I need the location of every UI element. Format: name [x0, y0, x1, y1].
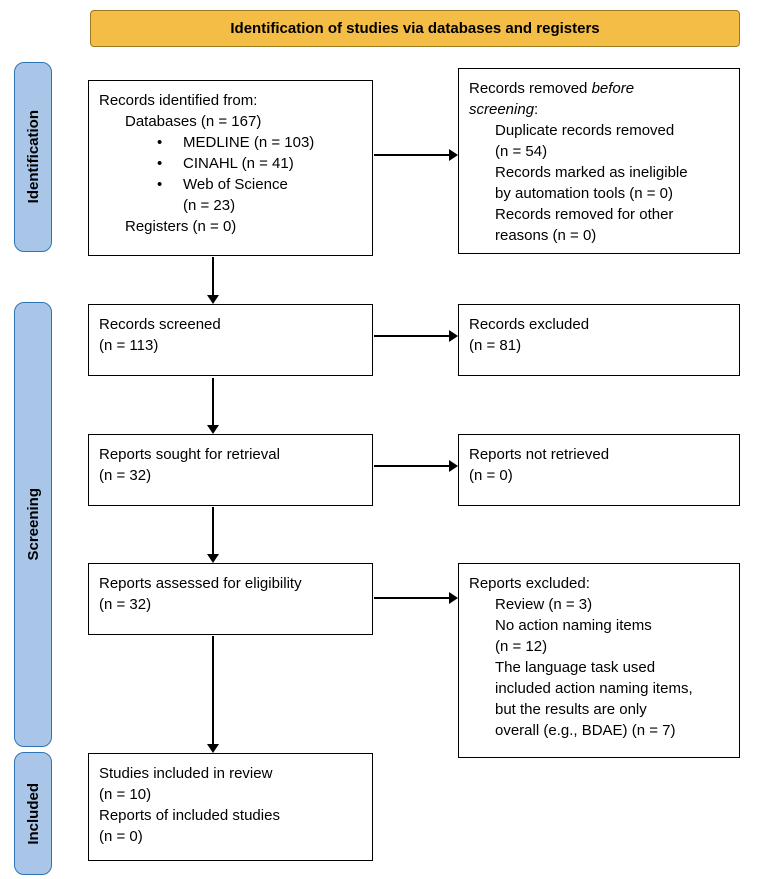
- text-line: [469, 99, 729, 120]
- stage-label-screening: [14, 302, 52, 747]
- text-line: (n = 12): [495, 638, 548, 655]
- text-line: but the results are only: [495, 701, 647, 718]
- box-records-removed: [458, 68, 740, 254]
- bullet-line: • Web of Science: [99, 174, 362, 195]
- text-line: (n = 81): [469, 337, 522, 354]
- box-studies-included: [88, 753, 373, 861]
- stage-label-included-text: Included: [24, 782, 42, 845]
- text-line: Reports not retrieved: [469, 446, 610, 463]
- arrow-screened-to-excluded: [374, 330, 458, 342]
- arrow-identified-to-removed: [374, 149, 458, 161]
- bullet-line: • CINAHL (n = 41): [99, 153, 362, 174]
- arrow-head-right-icon: [449, 149, 458, 161]
- box-reports-not-retrieved: [458, 434, 740, 506]
- arrow-assessed-to-excluded: [374, 592, 458, 604]
- text-line: Databases (n = 167): [125, 113, 262, 130]
- arrow-screened-to-sought: [207, 378, 219, 434]
- arrow-line: [212, 507, 214, 554]
- text-line: Review (n = 3): [495, 596, 593, 613]
- text-line: Registers (n = 0): [125, 218, 237, 235]
- arrow-line: [374, 597, 449, 599]
- arrow-head-right-icon: [449, 592, 458, 604]
- text-line: by automation tools (n = 0): [495, 185, 674, 202]
- arrow-line: [212, 257, 214, 295]
- text-line: included action naming items,: [495, 680, 693, 697]
- text-line: Records marked as ineligible: [495, 164, 688, 181]
- text-line: Duplicate records removed: [495, 122, 675, 139]
- arrow-sought-to-not-retrieved: [374, 460, 458, 472]
- text-segment: Records removed: [469, 80, 592, 97]
- text-line: (n = 0): [469, 467, 513, 484]
- text-line: (n = 0): [99, 828, 143, 845]
- text-line: (n = 54): [495, 143, 548, 160]
- arrow-head-down-icon: [207, 425, 219, 434]
- arrow-line: [374, 154, 449, 156]
- text-line: (n = 113): [99, 337, 159, 354]
- arrow-line: [374, 465, 449, 467]
- arrow-head-right-icon: [449, 330, 458, 342]
- stage-label-identification: [14, 62, 52, 252]
- text-line: (n = 10): [99, 786, 152, 803]
- header-title: Identification of studies via databases and registers: [230, 20, 600, 37]
- box-records-screened: [88, 304, 373, 376]
- box-records-excluded: [458, 304, 740, 376]
- arrow-line: [212, 636, 214, 744]
- arrow-head-down-icon: [207, 744, 219, 753]
- text-line: Records excluded: [469, 316, 590, 333]
- text-line: (n = 32): [99, 467, 152, 484]
- text-line: No action naming items: [495, 617, 652, 634]
- text-line: Studies included in review: [99, 765, 273, 782]
- arrow-sought-to-assessed: [207, 507, 219, 563]
- text-line: Reports of included studies: [99, 807, 280, 824]
- box-reports-sought: [88, 434, 373, 506]
- stage-label-included: [14, 752, 52, 875]
- text-line: Records removed for other: [495, 206, 674, 223]
- box-reports-assessed: [88, 563, 373, 635]
- bullet-line: • MEDLINE (n = 103): [99, 132, 362, 153]
- box-reports-excluded: [458, 563, 740, 758]
- header-banner: [90, 10, 740, 47]
- box-records-identified: [88, 80, 373, 256]
- text-segment-italic: before: [591, 80, 635, 97]
- text-line: Reports sought for retrieval: [99, 446, 280, 463]
- text-segment: :: [534, 101, 539, 118]
- stage-label-identification-text: Identification: [24, 110, 42, 204]
- text-segment-italic: screening: [469, 101, 535, 118]
- arrow-head-down-icon: [207, 295, 219, 304]
- arrow-assessed-to-included: [207, 636, 219, 753]
- text-line: (n = 23): [183, 197, 236, 214]
- stage-label-screening-text: Screening: [24, 488, 42, 561]
- text-line: reasons (n = 0): [495, 227, 597, 244]
- text-line: Reports assessed for eligibility: [99, 575, 302, 592]
- text-line: Records screened: [99, 316, 221, 333]
- arrow-head-down-icon: [207, 554, 219, 563]
- text-line: The language task used: [495, 659, 656, 676]
- arrow-head-right-icon: [449, 460, 458, 472]
- text-line: overall (e.g., BDAE) (n = 7): [495, 722, 676, 739]
- text-line: Records identified from:: [99, 92, 258, 109]
- arrow-line: [212, 378, 214, 425]
- text-line: [469, 78, 729, 99]
- arrow-identified-to-screened: [207, 257, 219, 304]
- arrow-line: [374, 335, 449, 337]
- text-line: (n = 32): [99, 596, 152, 613]
- text-line: Reports excluded:: [469, 575, 590, 592]
